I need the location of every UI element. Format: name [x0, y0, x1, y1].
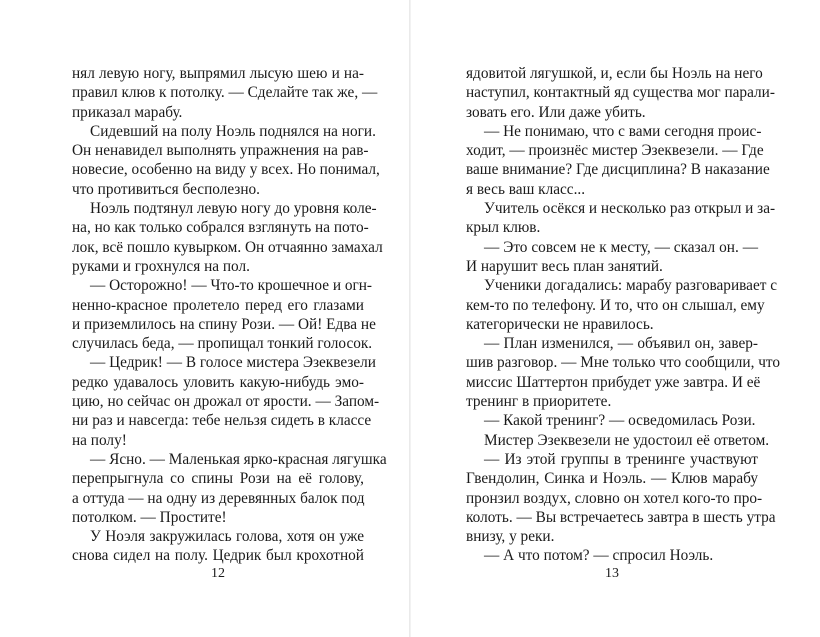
text-line: — Какой тренинг? — осведомилась Рози. — [484, 412, 756, 430]
left-page-text — [72, 64, 387, 566]
text-line: а оттуда — на одну из деревянных балок под — [72, 489, 365, 507]
text-line: — Цедрик! — В голосе мистера Эзеквезели — [90, 354, 376, 372]
text-line: перепрыгнула со спины Рози на её голову, — [72, 470, 364, 488]
text-line: Сидевший на полу Ноэль поднялся на ноги. — [90, 122, 376, 140]
text-line: случилась беда, — пропищал тонкий голосок. — [72, 335, 373, 353]
text-line: крыл клюв. — [466, 219, 541, 237]
text-line: ни раз и навсегда: тебе нельзя сидеть в классе — [72, 412, 372, 430]
text-line: я весь ваш класс... — [466, 180, 586, 198]
text-line: новесие, особенно на виду у всех. Но понимал, — [72, 161, 380, 179]
text-line: ненно-красное пролетело перед его глазами — [72, 296, 364, 314]
text-line: Ученики догадались: марабу разговаривает с — [484, 277, 778, 295]
text-line: на полу! — [72, 431, 127, 449]
text-line: — А что потом? — спросил Ноэль. — [484, 547, 714, 565]
text-line: цию, но сейчас он дрожал от ярости. — Запом- — [72, 393, 380, 411]
text-line: внизу, у реки. — [466, 528, 555, 546]
text-line: потолком. — Простите! — [72, 508, 227, 526]
page-number: 12 — [211, 566, 225, 581]
text-line: У Ноэля закружилась голова, хотя он уже — [90, 528, 364, 546]
text-line: — Ясно. — Маленькая ярко-красная лягушка — [90, 450, 387, 468]
text-line: зовать его. Или даже убить. — [466, 103, 646, 121]
text-line: ходит, — произнёс мистер Эзеквезели. — Где — [466, 142, 764, 160]
text-line: нял левую ногу, выпрямил лысую шею и на- — [72, 65, 364, 82]
text-line: — Это совсем не к месту, — сказал он. — — [484, 238, 758, 256]
text-line: ядовитой лягушкой, и, если бы Ноэль на него — [466, 65, 763, 82]
text-line: — План изменился, — объявил он, завер- — [484, 335, 758, 353]
text-line: на, но как только собрался взглянуть на пото- — [72, 219, 369, 237]
right-page-text — [466, 64, 781, 566]
text-line: тренинг в приоритете. — [466, 393, 612, 411]
text-line: снова сидел на полу. Цедрик был крохотной — [72, 547, 364, 565]
text-line: Учитель осёкся и несколько раз открыл и за- — [484, 200, 776, 218]
text-line: и приземлилось на спину Рози. — Ой! Едва не — [72, 315, 376, 333]
text-line: — Не понимаю, что с вами сегодня проис- — [484, 122, 762, 140]
text-line: И нарушит весь план занятий. — [466, 257, 663, 275]
text-line: категорически не нравилось. — [466, 315, 654, 333]
text-line: Мистер Эзеквезели не удостоил её ответом. — [484, 431, 770, 449]
text-line: приказал марабу. — [72, 103, 183, 121]
text-line: ваше внимание? Где дисциплина? В наказание — [466, 161, 770, 179]
text-line: Он ненавидел выполнять упражнения на рав- — [72, 142, 369, 160]
text-line: кем-то по телефону. И то, что он слышал, ему — [466, 296, 765, 314]
text-line: Ноэль подтянул левую ногу до уровня коле- — [90, 200, 377, 218]
right-page — [410, 0, 820, 637]
text-line: руками и грохнулся на пол. — [72, 257, 250, 275]
page-number: 13 — [605, 566, 619, 581]
text-line: Гвендолин, Синка и Ноэль. — Клюв марабу — [466, 470, 758, 488]
text-line: редко удавалось уловить какую-нибудь эмо- — [72, 373, 364, 391]
text-line: лок, всё пошло кувырком. Он отчаянно замахал — [72, 238, 383, 256]
text-line: колоть. — Вы встречаетесь завтра в шесть утра — [466, 508, 776, 526]
text-line: что противиться бесполезно. — [72, 180, 261, 198]
text-line: пронзил воздух, словно он хотел кого-то про- — [466, 489, 763, 507]
text-line: правил клюв к потолку. — Сделайте так же, — — [72, 84, 378, 102]
text-line: миссис Шаттертон прибудет уже завтра. И её — [466, 373, 761, 391]
text-line: — Осторожно! — Что-то крошечное и огн- — [90, 277, 373, 295]
text-line: — Из этой группы в тренинге участвуют — [484, 450, 758, 468]
text-line: шив разговор. — Мне только что сообщили, что — [466, 354, 781, 372]
text-line: наступил, контактный яд существа мог парали- — [466, 84, 775, 102]
